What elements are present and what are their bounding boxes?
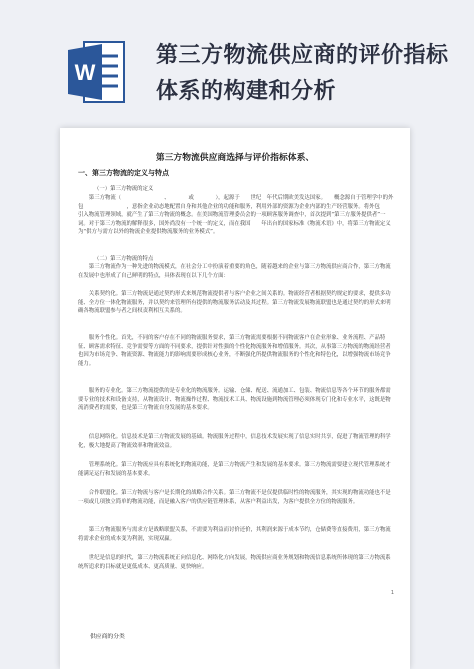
paragraph: 第三方物流服务与需求方是战略联盟关系，不需要为利益而讨价还价，其利润来源于成本节约，仓储费等直接费用，第三方物流将需求企业的成本变为利润，实现双赢。 bbox=[78, 527, 391, 542]
paragraph: 服务的专业化。第三方物流提供的是专业化的物流服务。运输、仓储、配送、流通加工、包装、物流信息等各个环节的服务都需要专业的技术和设备支持，从物流设计、物流操作过程、物流技术工具、物流设施到物流管理必须体现专门化和专业水平，这既是物流消费者的需要，也是第三方物流自身发展的基本要求。 bbox=[78, 388, 391, 412]
header-banner bbox=[0, 0, 474, 128]
paragraph: 世纪是信息的时代，第三方物流系统正向信息化、网络化方向发展，物流供应商业务规划和物流信息系统所体现的第三方物流系统所追求的目标就是更低成本、更高质量、更快响应。 bbox=[78, 555, 391, 570]
paragraph: 管理系统化。第三方物流应具有系统化的物流功能，是第三方物流产生和发展的基本要求。第三方物流需要建立现代管理系统才能满足运行和发展的基本要求。 bbox=[78, 462, 391, 477]
paragraph: 服务个性化。首先，不同的客户存在不同的物流服务要求，第三方物流需要根据不同物流客户在企业形象、业务流程、产品特征、顾客需求特征、竞争需要等方面的不同要求，提供针对性强的个性化物流服务和增值服务。其次，从事第三方物流的物流经营者也因为市场竞争、物流资源、物流能力的影响需要形成核心业务，不断强化所提供物流服务的个性化和特色化，以增强物流市场竞争能力。 bbox=[78, 335, 391, 367]
subsection-heading: （二）第三方物流的特点 bbox=[94, 256, 154, 262]
word-document-icon bbox=[66, 36, 128, 108]
subsection-heading: （一）第三方物流的定义 bbox=[94, 186, 154, 192]
paragraph: 第三方物流作为一种先进的物流模式，在社会分工中扮演着重要的角色，随着越来的企业与第三方物流供应商合作，第三方物流在发展中也形成了自己鲜明的特点，具体表现在以下几个方面： bbox=[78, 264, 391, 279]
page-title-line-1: 第三方物流供应商的评价指标 bbox=[156, 43, 449, 68]
page-title-line-2: 体系的构建和分析 bbox=[156, 79, 337, 104]
paragraph: 第三方物流（ 、 或 ），起源于 世纪 年代后期欧美发达国家。 概念源自于管理学中的外包 ，意指企业动态地配置自身和其他企业的功能和服务，利用外部的资源为企业内部的生产经营服务。将外包 引入物流管理领域，就产生了第三方物流的概念。在美国物流管理委员会的一项顾客服务调查中，首次提到“第三方服务提供者”一词。对于第三方物流的解释很多，国外尚没有一个统一的定义，而在我国 年出台的国家标准《物流术语》中，将第三方物流定义为“供方与需方以外的物流企业提供物流服务的业务模式”。 bbox=[78, 195, 402, 236]
subsection-heading: 供应商的分类 bbox=[90, 634, 125, 640]
document-title: 第三方物流供应商选择与评价指标体系、 bbox=[155, 153, 315, 163]
paragraph: 关系契约化。第三方物流是通过契约形式来规范物流提供者与客户企业之间关系的。物流经营者根据契约规定的要求，提供多功能、全方位一体化物流服务，并以契约来管理所有提供的物流服务活动及其过程。第三方物流发展物流联盟也是通过契约的形式来明确各物流联盟参与者之间权责利相互关系的。 bbox=[78, 291, 391, 315]
page-title bbox=[156, 38, 466, 110]
section-heading: 一、第三方物流的定义与特点 bbox=[78, 169, 169, 177]
word-icon-letter: W bbox=[74, 60, 96, 85]
page-number: 1 bbox=[390, 590, 394, 596]
paragraph: 信息网络化。信息技术是第三方物流发展的基础。物流服务过程中，信息技术发展实现了信息实时共享，促进了物流管理的科学化，极大地提高了物流效率和物流效益。 bbox=[78, 434, 391, 449]
document-page bbox=[60, 128, 410, 669]
paragraph: 合作联盟化。第三方物流与客户是长期化的战略合作关系。第三方物流不是仅提供临时性的物流服务，其实现的物流功能也不是一项或几项独立简单的物流功能，而是融入客户的供应链管理体系，从客户利益出发，为客户提供全方位的物流服务。 bbox=[78, 490, 391, 505]
